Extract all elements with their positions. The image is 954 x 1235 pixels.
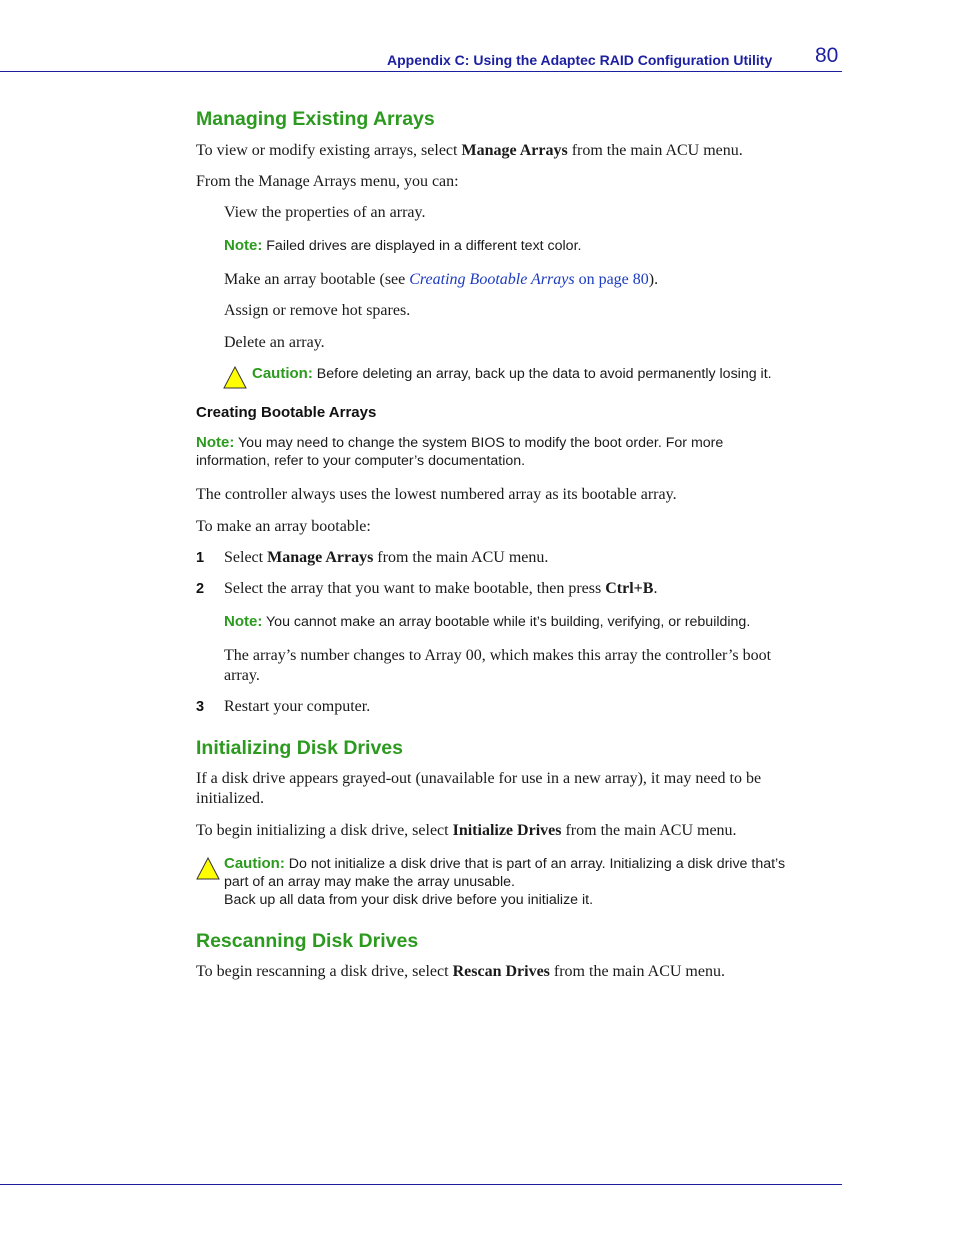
caution-label: Caution: [252,365,313,382]
heading-creating-bootable-arrays: Creating Bootable Arrays [196,404,377,421]
step-2-result-line1: The array’s number changes to Array 00, which makes this array the controller’s boot [224,647,772,664]
note-system-bios-line2: information, refer to your computer’s documentation. [196,453,526,469]
list-item-make-bootable: Make an array bootable (see Creating Bootable Arrays on page 80). [224,271,659,288]
init-paragraph-line2: initialized. [196,790,264,807]
caution-warning-icon [196,857,220,880]
heading-rescanning-disk-drives: Rescanning Disk Drives [196,930,419,952]
manage-arrays-term: Manage Arrays [461,142,568,159]
step-2-result-line2: array. [224,667,260,684]
initialize-drives-term: Initialize Drives [452,822,562,839]
manage-menu-paragraph: From the Manage Arrays menu, you can: [196,173,459,190]
creating-bootable-arrays-link[interactable]: Creating Bootable Arrays on page 80 [409,271,649,288]
header-rule [0,71,842,72]
note-label: Note: [224,237,263,254]
step-number: 1 [196,550,205,566]
note-failed-drives: Note: Failed drives are displayed in a different text color. [224,237,582,254]
caution-warning-icon [223,366,247,389]
rescan-drives-term: Rescan Drives [452,963,550,980]
step-number: 3 [196,699,205,715]
note-label: Note: [196,434,235,451]
caution-delete-array: Caution: Before deleting an array, back up the data to avoid permanently losing it. [252,365,772,382]
step-number: 2 [196,581,205,597]
init-instruction: To begin initializing a disk drive, select Initialize Drives from the main ACU menu. [196,822,737,839]
ctrl-b-shortcut: Ctrl+B [605,580,654,597]
footer-rule [0,1184,842,1185]
step-3-text: Restart your computer. [224,698,371,715]
step-1-text: Select Manage Arrays from the main ACU menu. [224,549,549,566]
note-label: Note: [224,613,263,630]
list-item-view-properties: View the properties of an array. [224,204,426,221]
bootable-paragraph: The controller always uses the lowest numbered array as its bootable array. [196,486,677,503]
caution-initialize-line1: Caution: Do not initialize a disk drive that is part of an array. Initializing a disk drive that’s [224,855,786,872]
heading-initializing-disk-drives: Initializing Disk Drives [196,737,403,759]
manage-intro-paragraph: To view or modify existing arrays, select Manage Arrays from the main ACU menu. [196,142,743,159]
heading-managing-existing-arrays: Managing Existing Arrays [196,108,435,130]
page-number: 80 [815,44,839,67]
caution-initialize-line3: Back up all data from your disk drive before you initialize it. [224,892,594,908]
rescan-instruction: To begin rescanning a disk drive, select Rescan Drives from the main ACU menu. [196,963,725,980]
note-cannot-make-bootable: Note: You cannot make an array bootable while it’s building, verifying, or rebuilding. [224,613,751,630]
caution-initialize-line2: part of an array may make the array unusable. [224,874,515,890]
step-2-text: Select the array that you want to make bootable, then press Ctrl+B. [224,580,658,597]
running-header: Appendix C: Using the Adaptec RAID Configuration Utility [387,52,773,68]
list-item-hot-spares: Assign or remove hot spares. [224,302,411,319]
init-paragraph-line1: If a disk drive appears grayed-out (unavailable for use in a new array), it may need to be [196,770,762,787]
caution-label: Caution: [224,855,285,872]
note-system-bios-line1: Note: You may need to change the system BIOS to modify the boot order. For more [196,434,724,451]
list-item-delete-array: Delete an array. [224,334,325,351]
make-bootable-intro: To make an array bootable: [196,518,371,535]
